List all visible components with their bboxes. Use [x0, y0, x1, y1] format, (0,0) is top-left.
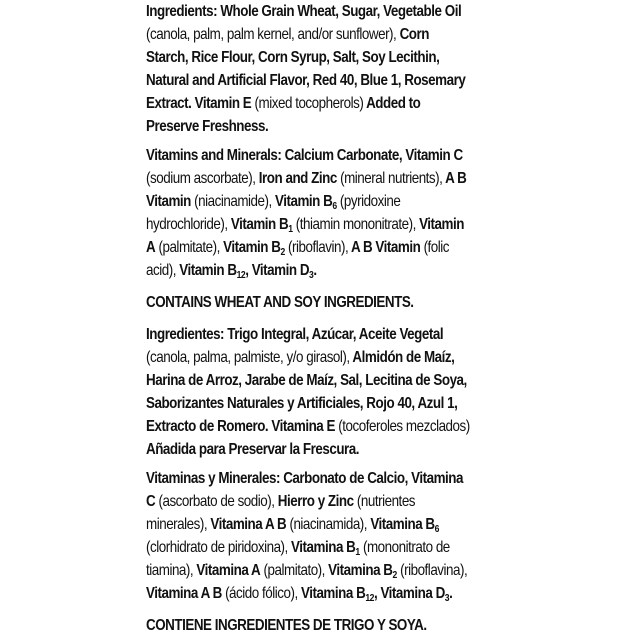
text: Vitaminas y Minerales: Carbonato de Calcio, Vitamina: [146, 470, 463, 487]
text: 6: [332, 201, 337, 212]
text: Vitamin: [415, 216, 464, 233]
text: Preserve Freshness.: [146, 118, 269, 135]
text: A B: [442, 170, 467, 187]
text: (thiamin mononitrate),: [292, 216, 416, 233]
text: .: [449, 585, 453, 602]
text: , Vitamina D: [373, 585, 445, 602]
text: .: [313, 262, 317, 279]
text: Vitamina B: [287, 539, 356, 556]
text: (niacinamida),: [286, 516, 368, 533]
text: Ingredients: Whole Grain Wheat, Sugar, Vegetable Oil: [146, 3, 462, 20]
text: (ascorbato de sodio),: [155, 493, 275, 510]
text: (folic: [420, 239, 450, 256]
text: Vitamina A B: [207, 516, 287, 533]
text: Starch, Rice Flour, Corn Syrup, Salt, Soy Lecithin,: [146, 49, 440, 66]
text: A B Vitamin: [348, 239, 421, 256]
text: Vitamin B: [227, 216, 289, 233]
text: 12: [236, 270, 246, 281]
text: Almidón de Maíz,: [349, 349, 455, 366]
text: 3: [309, 270, 314, 281]
text: , Vitamin D: [245, 262, 310, 279]
text: minerales),: [146, 516, 208, 533]
text: (riboflavin),: [284, 239, 349, 256]
text: tiamina),: [146, 562, 194, 579]
text: (pyridoxine: [336, 193, 401, 210]
text: Ingredientes: Trigo Integral, Azúcar, Aceite Vegetal: [146, 326, 444, 343]
allergen-statement-es: CONTIENE INGREDIENTES DE TRIGO Y SOYA.: [146, 617, 427, 634]
text: Vitamina B: [297, 585, 366, 602]
text: Vitamina B: [324, 562, 393, 579]
text: C: [146, 493, 156, 510]
text: Vitamin: [146, 193, 191, 210]
text: Añadida para Preservar la Frescura.: [146, 441, 360, 458]
text: (niacinamide),: [190, 193, 272, 210]
text: (mononitrato de: [359, 539, 450, 556]
text: (nutrientes: [353, 493, 416, 510]
text: (ácido fólico),: [221, 585, 298, 602]
text: Saborizantes Naturales y Artificiales, Rojo 40, Azul 1,: [146, 395, 458, 412]
ingredients-paragraph-es: [146, 323, 505, 461]
text: (clorhidrato de piridoxina),: [146, 539, 288, 556]
text: Extracto de Romero. Vitamina E: [146, 418, 336, 435]
allergen-statement-en: CONTAINS WHEAT AND SOY INGREDIENTS.: [146, 294, 414, 311]
text: Vitamin B: [271, 193, 333, 210]
vitamins-paragraph-en: [146, 144, 505, 282]
text: Added to: [363, 95, 421, 112]
text: 2: [392, 570, 397, 581]
vitamins-paragraph-es: [146, 467, 505, 605]
text: 1: [355, 547, 360, 558]
text: (palmitato),: [260, 562, 325, 579]
text: 2: [280, 247, 285, 258]
text: Harina de Arroz, Jarabe de Maíz, Sal, Lecitina de Soya,: [146, 372, 467, 389]
text: (mineral nutrients),: [336, 170, 443, 187]
text: Corn: [396, 26, 429, 43]
text: (canola, palm, palm kernel, and/or sunflower),: [146, 26, 397, 43]
text: Vitamina A B: [146, 585, 222, 602]
text: Vitamins and Minerals: Calcium Carbonate, Vitamin C: [146, 147, 463, 164]
text: Hierro y Zinc: [274, 493, 354, 510]
text: acid),: [146, 262, 176, 279]
text: (sodium ascorbate),: [146, 170, 256, 187]
text: Vitamin B: [219, 239, 281, 256]
text: (palmitate),: [155, 239, 220, 256]
text: 1: [288, 224, 293, 235]
text: (tocoferoles mezclados): [335, 418, 470, 435]
text: Iron and Zinc: [255, 170, 337, 187]
text: A: [146, 239, 156, 256]
text: (mixed tocopherols): [251, 95, 364, 112]
text: (riboflavina),: [396, 562, 468, 579]
text: Vitamina A: [193, 562, 261, 579]
text: (canola, palma, palmiste, y/o girasol),: [146, 349, 350, 366]
text: 3: [444, 593, 450, 604]
text: Natural and Artificial Flavor, Red 40, Blue 1, Rosemary: [146, 72, 466, 89]
text: 6: [434, 524, 439, 535]
text: Vitamina B: [367, 516, 435, 533]
text: Vitamin B: [175, 262, 237, 279]
text: Extract. Vitamin E: [146, 95, 252, 112]
text: 12: [365, 593, 374, 604]
ingredients-paragraph-en: [146, 0, 505, 138]
text: hydrochloride),: [146, 216, 228, 233]
